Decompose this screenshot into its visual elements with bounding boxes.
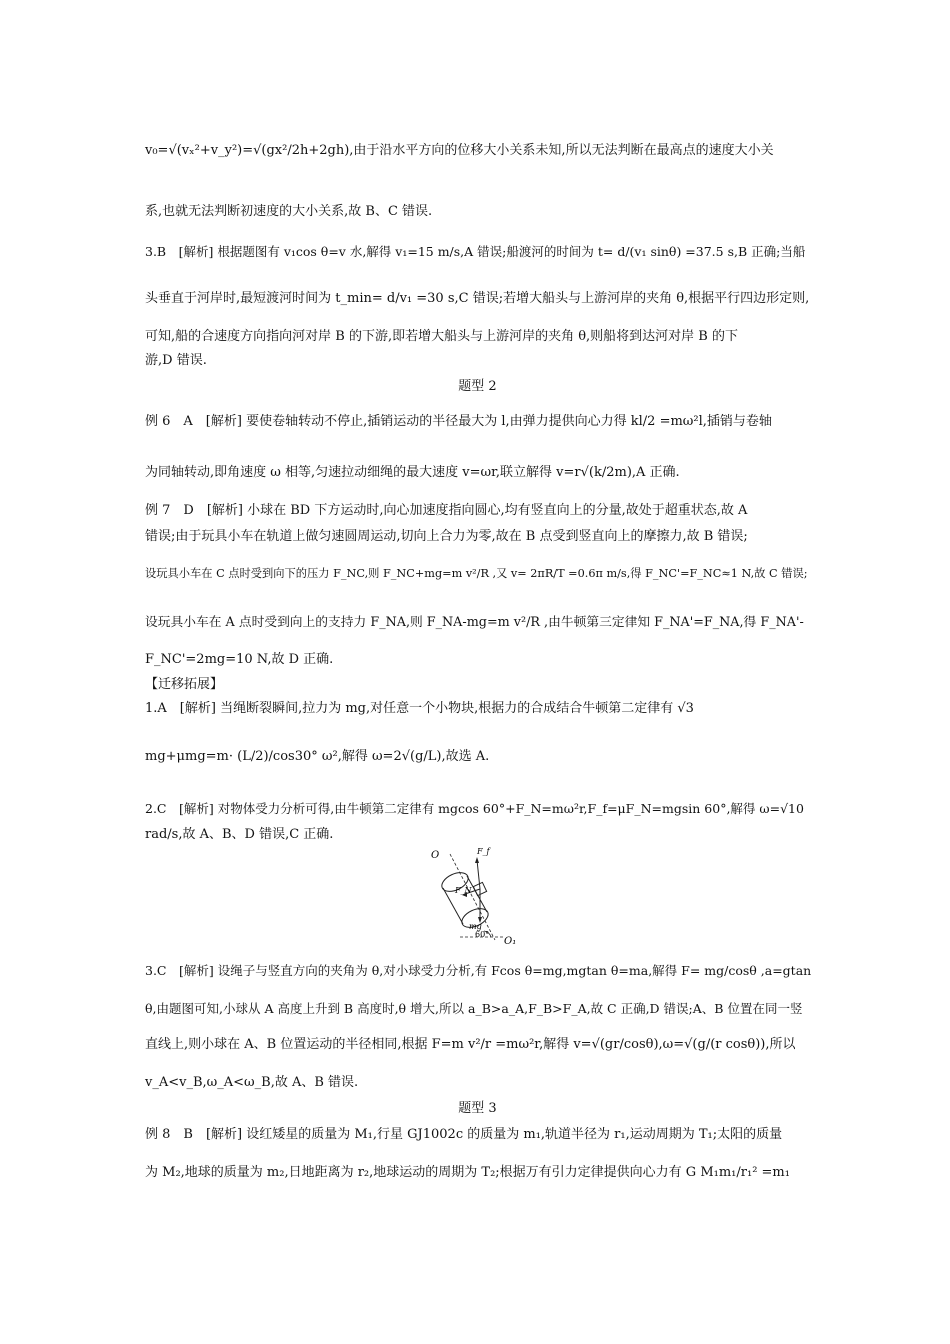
text-line: rad/s,故 A、B、D 错误,C 正确. <box>145 827 334 842</box>
text-line: 例 8 B [解析] 设红矮星的质量为 M₁,行星 GJ1002c 的质量为 m₁,轨道半径为 r₁,运动周期为 T₁;太阳的质量 <box>145 1127 783 1142</box>
figure-label-friction: F_f <box>477 847 490 856</box>
text-line: F_NC'=2mg=10 N,故 D 正确. <box>145 652 334 667</box>
text-line: 例 7 D [解析] 小球在 BD 下方运动时,向心加速度指向圆心,均有竖直向上的分量,故处于超重状态,故 A <box>145 503 748 518</box>
text-line: 3.B [解析] 根据题图有 v₁cos θ=v 水,解得 v₁=15 m/s,A 错误;船渡河的时间为 t= d/(v₁ sinθ) =37.5 s,B 正确;当船 <box>145 244 806 259</box>
figure-label-gravity: mg <box>469 922 482 931</box>
text-line: 直线上,则小球在 A、B 位置运动的半径相同,根据 F=m v²/r =mω²r,解得 v=√(gr/cosθ),ω=√(g/(r cosθ)),所以 <box>145 1037 796 1052</box>
text-line: 为同轴转动,即角速度 ω 相等,匀速拉动细绳的最大速度 v=ωr,联立解得 v=r√(k/2m),A 正确. <box>145 465 680 480</box>
text-line: 错误;由于玩具小车在轨道上做匀速圆周运动,切向上合力为零,故在 B 点受到竖直向上的摩擦力,故 B 错误; <box>145 529 748 544</box>
text-line: 可知,船的合速度方向指向河对岸 B 的下游,即若增大船头与上游河岸的夹角 θ,则船将到达河对岸 B 的下 <box>145 329 738 344</box>
text-line: 为 M₂,地球的质量为 m₂,日地距离为 r₂,地球运动的周期为 T₂;根据万有引力定律提供向心力有 G M₁m₁/r₁² =m₁ <box>145 1165 790 1180</box>
text-line: 游,D 错误. <box>145 353 207 368</box>
subsection-heading: 【迁移拓展】 <box>145 677 224 692</box>
text-line: 设玩具小车在 C 点时受到向下的压力 F_NC,则 F_NC+mg=m v²/R ,又 v= 2πR/T =0.6π m/s,得 F_NC'=F_NC≈1 N,故 C 错误; <box>145 567 808 580</box>
text-line: 3.C [解析] 设绳子与竖直方向的夹角为 θ,对小球受力分析,有 Fcos θ=mg,mgtan θ=ma,解得 F= mg/cosθ ,a=gtan <box>145 963 812 978</box>
text-line: 头垂直于河岸时,最短渡河时间为 t_min= d/v₁ =30 s,C 错误;若增大船头与上游河岸的夹角 θ,根据平行四边形定则, <box>145 291 810 306</box>
force-diagram-figure <box>425 842 525 947</box>
text-line: v_A<v_B,ω_A<ω_B,故 A、B 错误. <box>145 1075 359 1090</box>
section-heading: 题型 3 <box>458 1101 497 1116</box>
figure-label-normal: F_N <box>455 886 472 895</box>
text-line: v₀=√(vₓ²+v_y²)=√(gx²/2h+2gh),由于沿水平方向的位移大小关系未知,所以无法判断在最高点的速度大小关 <box>145 143 774 158</box>
text-line: 设玩具小车在 A 点时受到向上的支持力 F_NA,则 F_NA-mg=m v²/R ,由牛顿第三定律知 F_NA'=F_NA,得 F_NA'- <box>145 615 804 630</box>
text-line: 1.A [解析] 当绳断裂瞬间,拉力为 mg,对任意一个小物块,根据力的合成结合牛顿第二定律有 √3 <box>145 701 694 716</box>
figure-label-angle: 60° <box>475 930 490 939</box>
text-line: 例 6 A [解析] 要使卷轴转动不停止,插销运动的半径最大为 l,由弹力提供向心力得 kl/2 =mω²l,插销与卷轴 <box>145 414 772 429</box>
figure-label-O: O <box>431 850 440 861</box>
text-line: θ,由题图可知,小球从 A 高度上升到 B 高度时,θ 增大,所以 a_B>a_A,F_B>F_A,故 C 正确,D 错误;A、B 位置在同一竖 <box>145 1001 803 1016</box>
section-heading: 题型 2 <box>458 379 497 394</box>
figure-label-O1: O₁ <box>504 936 517 947</box>
text-line: mg+μmg=m· (L/2)/cos30° ω²,解得 ω=2√(g/L),故选 A. <box>145 749 490 764</box>
text-line: 2.C [解析] 对物体受力分析可得,由牛顿第二定律有 mgcos 60°+F_N=mω²r,F_f=μF_N=mgsin 60°,解得 ω=√10 <box>145 801 804 816</box>
text-line: 系,也就无法判断初速度的大小关系,故 B、C 错误. <box>145 204 433 219</box>
